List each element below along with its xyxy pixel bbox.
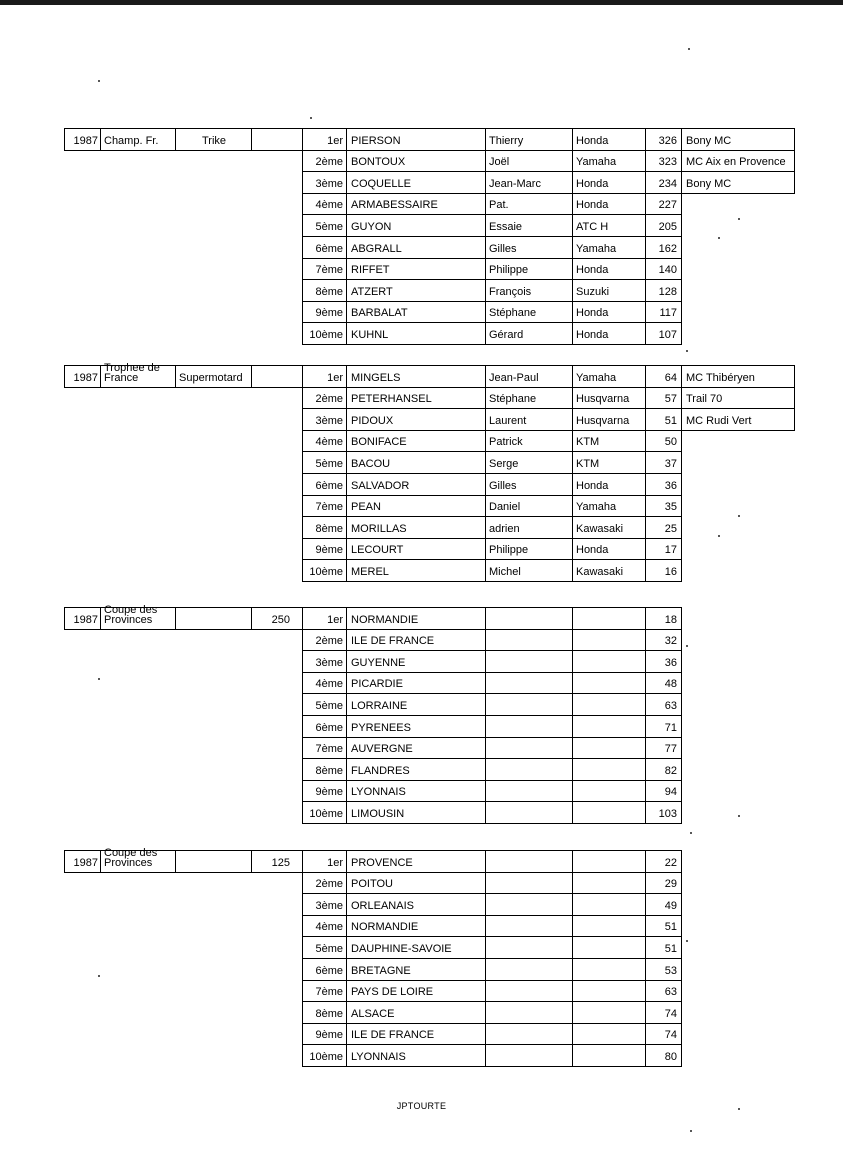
- grid-line: [302, 365, 795, 366]
- first-name-cell: Patrick: [489, 436, 523, 448]
- rank-cell: 2ème: [315, 878, 343, 890]
- rank-cell: 10ème: [309, 1051, 343, 1063]
- grid-line: [346, 128, 347, 345]
- rank-cell: 9ème: [315, 307, 343, 319]
- points-cell: 323: [658, 156, 677, 168]
- first-name-cell: Philippe: [489, 264, 529, 276]
- points-cell: 51: [664, 415, 677, 427]
- rank-cell: 5ème: [315, 700, 343, 712]
- points-cell: 18: [664, 614, 677, 626]
- year-cell: 1987: [73, 857, 98, 869]
- scan-speck: [98, 80, 100, 82]
- grid-line: [302, 1023, 682, 1024]
- category-cell: Supermotard: [179, 372, 243, 384]
- grid-line: [302, 850, 682, 851]
- grid-line: [302, 581, 682, 582]
- points-cell: 22: [664, 857, 677, 869]
- rank-cell: 8ème: [315, 765, 343, 777]
- grid-line: [302, 915, 682, 916]
- grid-line: [302, 495, 682, 496]
- points-cell: 36: [664, 657, 677, 669]
- first-name-cell: Joël: [489, 156, 510, 168]
- name-cell: PEAN: [351, 501, 381, 513]
- points-cell: 35: [664, 501, 677, 513]
- rank-cell: 7ème: [315, 986, 343, 998]
- club-cell: MC Rudi Vert: [686, 415, 752, 427]
- rank-cell: 6ème: [315, 965, 343, 977]
- points-cell: 32: [664, 635, 677, 647]
- first-name-cell: Stéphane: [489, 307, 537, 319]
- bike-cell: Honda: [576, 329, 609, 341]
- scan-speck: [718, 237, 720, 239]
- name-cell: NORMANDIE: [351, 614, 419, 626]
- scan-speck: [738, 515, 740, 517]
- rank-cell: 2ème: [315, 156, 343, 168]
- points-cell: 74: [664, 1029, 677, 1041]
- rank-cell: 3ème: [315, 178, 343, 190]
- first-name-cell: Jean-Paul: [489, 372, 539, 384]
- first-name-cell: Gilles: [489, 243, 517, 255]
- grid-line: [302, 516, 682, 517]
- points-cell: 234: [658, 178, 677, 190]
- grid-line: [302, 758, 682, 759]
- scan-speck: [686, 940, 688, 942]
- points-cell: 80: [664, 1051, 677, 1063]
- scan-speck: [688, 48, 690, 50]
- grid-line: [64, 850, 65, 873]
- name-cell: LECOURT: [351, 544, 404, 556]
- name-cell: ORLEANAIS: [351, 900, 414, 912]
- name-cell: MEREL: [351, 566, 389, 578]
- class-cell: 125: [271, 857, 290, 869]
- points-cell: 71: [664, 722, 677, 734]
- grid-line: [302, 171, 795, 172]
- club-cell: Bony MC: [686, 135, 732, 147]
- first-name-cell: adrien: [489, 523, 520, 535]
- grid-line: [175, 365, 176, 388]
- points-cell: 77: [664, 743, 677, 755]
- bike-cell: Honda: [576, 544, 609, 556]
- grid-line: [302, 451, 682, 452]
- name-cell: LIMOUSIN: [351, 808, 405, 820]
- grid-line: [681, 607, 682, 824]
- name-cell: BRETAGNE: [351, 965, 411, 977]
- points-cell: 51: [664, 921, 677, 933]
- points-cell: 50: [664, 436, 677, 448]
- name-cell: PETERHANSEL: [351, 393, 432, 405]
- grid-line: [572, 365, 573, 582]
- scan-speck: [738, 218, 740, 220]
- rank-cell: 1er: [327, 372, 343, 384]
- points-cell: 128: [658, 286, 677, 298]
- points-cell: 17: [664, 544, 677, 556]
- grid-line: [251, 607, 252, 630]
- grid-line: [681, 365, 682, 582]
- rank-cell: 1er: [327, 857, 343, 869]
- grid-line: [64, 365, 65, 388]
- bike-cell: ATC H: [576, 221, 609, 233]
- rank-cell: 2ème: [315, 635, 343, 647]
- grid-line: [175, 607, 176, 630]
- grid-line: [485, 607, 486, 824]
- championship-cell: Coupe des: [104, 847, 158, 859]
- grid-line: [100, 607, 101, 630]
- rank-cell: 4ème: [315, 436, 343, 448]
- name-cell: LYONNAIS: [351, 1051, 406, 1063]
- bike-cell: Yamaha: [576, 243, 617, 255]
- grid-line: [302, 693, 682, 694]
- points-cell: 25: [664, 523, 677, 535]
- name-cell: KUHNL: [351, 329, 389, 341]
- grid-line: [251, 850, 252, 873]
- rank-cell: 10ème: [309, 329, 343, 341]
- grid-line: [302, 650, 682, 651]
- scan-speck: [98, 975, 100, 977]
- points-cell: 107: [658, 329, 677, 341]
- bike-cell: Kawasaki: [576, 523, 624, 535]
- grid-line: [302, 936, 682, 937]
- name-cell: GUYON: [351, 221, 392, 233]
- grid-line: [302, 780, 682, 781]
- name-cell: LYONNAIS: [351, 786, 406, 798]
- championship-cell: Provinces: [104, 614, 153, 626]
- first-name-cell: Gérard: [489, 329, 524, 341]
- name-cell: PICARDIE: [351, 678, 403, 690]
- rank-cell: 5ème: [315, 943, 343, 955]
- rank-cell: 8ème: [315, 286, 343, 298]
- grid-line: [645, 128, 646, 345]
- name-cell: ALSACE: [351, 1008, 395, 1020]
- grid-line: [485, 365, 486, 582]
- bike-cell: Suzuki: [576, 286, 610, 298]
- name-cell: PROVENCE: [351, 857, 413, 869]
- club-cell: Bony MC: [686, 178, 732, 190]
- grid-line: [302, 128, 795, 129]
- name-cell: LORRAINE: [351, 700, 408, 712]
- class-cell: 250: [271, 614, 290, 626]
- rank-cell: 2ème: [315, 393, 343, 405]
- points-cell: 117: [659, 307, 677, 319]
- scan-speck: [310, 117, 312, 119]
- rank-cell: 4ème: [315, 921, 343, 933]
- rank-cell: 6ème: [315, 480, 343, 492]
- grid-line: [681, 850, 682, 1067]
- scan-speck: [718, 535, 720, 537]
- name-cell: POITOU: [351, 878, 393, 890]
- bike-cell: Yamaha: [576, 372, 617, 384]
- year-cell: 1987: [73, 372, 98, 384]
- rank-cell: 7ème: [315, 501, 343, 513]
- grid-line: [100, 365, 101, 388]
- rank-cell: 7ème: [315, 743, 343, 755]
- grid-line: [302, 150, 795, 151]
- rank-cell: 5ème: [315, 458, 343, 470]
- grid-line: [794, 128, 795, 194]
- first-name-cell: Stéphane: [489, 393, 537, 405]
- grid-line: [302, 279, 682, 280]
- grid-line: [302, 801, 682, 802]
- grid-line: [302, 1066, 682, 1067]
- name-cell: ILE DE FRANCE: [351, 1029, 435, 1041]
- scan-speck: [686, 645, 688, 647]
- points-cell: 51: [664, 943, 677, 955]
- grid-line: [302, 1044, 682, 1045]
- points-cell: 49: [664, 900, 677, 912]
- grid-line: [302, 1001, 682, 1002]
- scan-speck: [690, 832, 692, 834]
- points-cell: 36: [664, 480, 677, 492]
- top-border: [0, 0, 843, 5]
- grid-line: [302, 214, 682, 215]
- first-name-cell: Thierry: [489, 135, 524, 147]
- rank-cell: 4ème: [315, 678, 343, 690]
- first-name-cell: Philippe: [489, 544, 529, 556]
- first-name-cell: François: [489, 286, 532, 298]
- points-cell: 48: [664, 678, 677, 690]
- bike-cell: Honda: [576, 264, 609, 276]
- points-cell: 326: [658, 135, 677, 147]
- grid-line: [681, 128, 682, 345]
- grid-line: [251, 365, 252, 388]
- scan-speck: [690, 1130, 692, 1132]
- grid-line: [175, 128, 176, 151]
- grid-line: [572, 607, 573, 824]
- grid-line: [64, 607, 65, 630]
- bike-cell: Honda: [576, 135, 609, 147]
- bike-cell: Honda: [576, 480, 609, 492]
- bike-cell: Husqvarna: [576, 393, 630, 405]
- name-cell: RIFFET: [351, 264, 390, 276]
- rank-cell: 5ème: [315, 221, 343, 233]
- grid-line: [302, 301, 682, 302]
- grid-line: [302, 715, 682, 716]
- points-cell: 29: [664, 878, 677, 890]
- name-cell: ABGRALL: [351, 243, 402, 255]
- name-cell: BARBALAT: [351, 307, 408, 319]
- rank-cell: 9ème: [315, 544, 343, 556]
- grid-line: [572, 128, 573, 345]
- year-cell: 1987: [73, 614, 98, 626]
- grid-line: [302, 629, 682, 630]
- first-name-cell: Pat.: [489, 199, 509, 211]
- name-cell: SALVADOR: [351, 480, 410, 492]
- name-cell: BONIFACE: [351, 436, 407, 448]
- championship-cell: Coupe des: [104, 604, 158, 616]
- scan-speck: [738, 815, 740, 817]
- grid-line: [302, 538, 682, 539]
- name-cell: ATZERT: [351, 286, 393, 298]
- grid-line: [302, 980, 682, 981]
- bike-cell: Yamaha: [576, 156, 617, 168]
- category-cell: Trike: [201, 135, 227, 147]
- first-name-cell: Serge: [489, 458, 519, 470]
- name-cell: PIDOUX: [351, 415, 394, 427]
- scan-speck: [686, 350, 688, 352]
- points-cell: 162: [658, 243, 677, 255]
- page-footer: JPTOURTE: [396, 1101, 447, 1111]
- grid-line: [100, 128, 101, 151]
- name-cell: ARMABESSAIRE: [351, 199, 438, 211]
- grid-line: [302, 607, 682, 608]
- bike-cell: Honda: [576, 307, 609, 319]
- points-cell: 37: [664, 458, 677, 470]
- name-cell: MINGELS: [351, 372, 401, 384]
- grid-line: [645, 365, 646, 582]
- first-name-cell: Essaie: [489, 221, 523, 233]
- first-name-cell: Jean-Marc: [489, 178, 541, 190]
- rank-cell: 8ème: [315, 1008, 343, 1020]
- rank-cell: 8ème: [315, 523, 343, 535]
- grid-line: [302, 893, 682, 894]
- grid-line: [302, 473, 682, 474]
- bike-cell: Yamaha: [576, 501, 617, 513]
- grid-line: [175, 850, 176, 873]
- rank-cell: 7ème: [315, 264, 343, 276]
- grid-line: [485, 850, 486, 1067]
- name-cell: DAUPHINE-SAVOIE: [351, 943, 452, 955]
- first-name-cell: Laurent: [489, 415, 527, 427]
- grid-line: [302, 322, 682, 323]
- points-cell: 140: [658, 264, 677, 276]
- first-name-cell: Michel: [489, 566, 521, 578]
- club-cell: MC Aix en Provence: [686, 156, 786, 168]
- bike-cell: KTM: [576, 458, 600, 470]
- points-cell: 82: [664, 765, 677, 777]
- grid-line: [794, 365, 795, 431]
- grid-line: [302, 387, 795, 388]
- rank-cell: 9ème: [315, 1029, 343, 1041]
- points-cell: 227: [658, 199, 677, 211]
- grid-line: [346, 607, 347, 824]
- rank-cell: 3ème: [315, 900, 343, 912]
- points-cell: 16: [664, 566, 677, 578]
- rank-cell: 1er: [327, 614, 343, 626]
- rank-cell: 9ème: [315, 786, 343, 798]
- points-cell: 53: [664, 965, 677, 977]
- championship-cell: France: [104, 372, 139, 384]
- bike-cell: Kawasaki: [576, 566, 624, 578]
- bike-cell: KTM: [576, 436, 600, 448]
- points-cell: 103: [658, 808, 677, 820]
- grid-line: [302, 823, 682, 824]
- grid-line: [100, 850, 101, 873]
- name-cell: GUYENNE: [351, 657, 406, 669]
- grid-line: [645, 850, 646, 1067]
- club-cell: MC Thibéryen: [686, 372, 755, 384]
- grid-line: [251, 128, 252, 151]
- name-cell: MORILLAS: [351, 523, 407, 535]
- rank-cell: 6ème: [315, 722, 343, 734]
- rank-cell: 3ème: [315, 657, 343, 669]
- rank-cell: 10ème: [309, 808, 343, 820]
- name-cell: PAYS DE LOIRE: [351, 986, 434, 998]
- first-name-cell: Gilles: [489, 480, 517, 492]
- year-cell: 1987: [73, 135, 98, 147]
- grid-line: [302, 344, 682, 345]
- points-cell: 63: [664, 986, 677, 998]
- rank-cell: 6ème: [315, 243, 343, 255]
- points-cell: 57: [664, 393, 677, 405]
- bike-cell: Honda: [576, 178, 609, 190]
- grid-line: [302, 193, 795, 194]
- grid-line: [302, 258, 682, 259]
- name-cell: BONTOUX: [351, 156, 406, 168]
- rank-cell: 1er: [327, 135, 343, 147]
- name-cell: ILE DE FRANCE: [351, 635, 435, 647]
- bike-cell: Husqvarna: [576, 415, 630, 427]
- rank-cell: 3ème: [315, 415, 343, 427]
- grid-line: [302, 872, 682, 873]
- grid-line: [572, 850, 573, 1067]
- grid-line: [302, 236, 682, 237]
- championship-cell: Champ. Fr.: [104, 135, 159, 147]
- points-cell: 63: [664, 700, 677, 712]
- name-cell: PIERSON: [351, 135, 401, 147]
- grid-line: [302, 958, 682, 959]
- rank-cell: 4ème: [315, 199, 343, 211]
- bike-cell: Honda: [576, 199, 609, 211]
- points-cell: 64: [664, 372, 677, 384]
- grid-line: [302, 408, 795, 409]
- grid-line: [64, 128, 65, 151]
- club-cell: Trail 70: [686, 393, 723, 405]
- championship-cell: Trophee de: [104, 362, 160, 374]
- name-cell: COQUELLE: [351, 178, 411, 190]
- grid-line: [302, 430, 795, 431]
- points-cell: 205: [658, 221, 677, 233]
- rank-cell: 10ème: [309, 566, 343, 578]
- grid-line: [346, 365, 347, 582]
- points-cell: 74: [664, 1008, 677, 1020]
- name-cell: PYRENEES: [351, 722, 411, 734]
- championship-cell: Provinces: [104, 857, 153, 869]
- first-name-cell: Daniel: [489, 501, 521, 513]
- grid-line: [485, 128, 486, 345]
- name-cell: BACOU: [351, 458, 391, 470]
- name-cell: FLANDRES: [351, 765, 410, 777]
- grid-line: [645, 607, 646, 824]
- scan-speck: [98, 678, 100, 680]
- points-cell: 94: [664, 786, 677, 798]
- grid-line: [346, 850, 347, 1067]
- grid-line: [302, 559, 682, 560]
- name-cell: AUVERGNE: [351, 743, 413, 755]
- grid-line: [302, 672, 682, 673]
- grid-line: [302, 737, 682, 738]
- name-cell: NORMANDIE: [351, 921, 419, 933]
